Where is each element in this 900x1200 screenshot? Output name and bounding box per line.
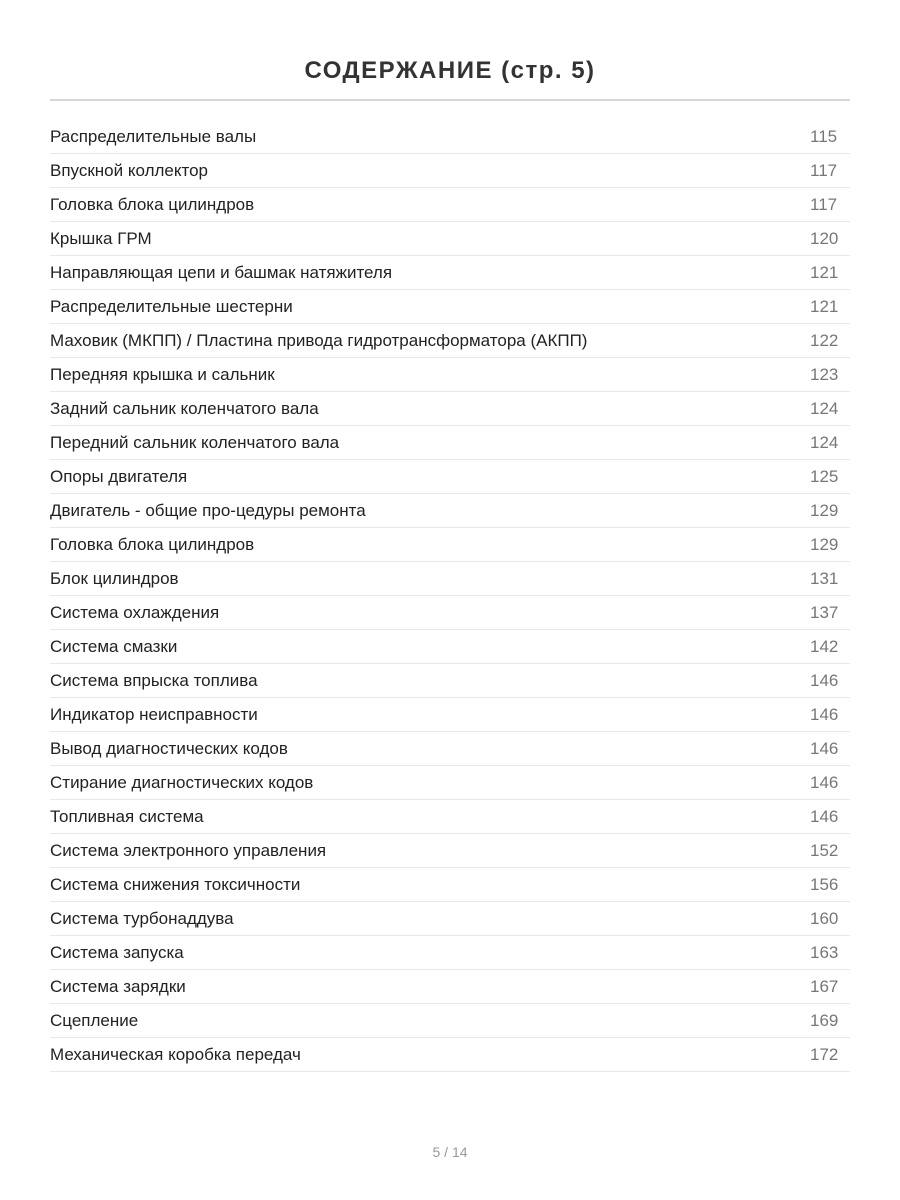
page-number: 5 / 14 <box>432 1144 468 1160</box>
toc-entry-title: Передняя крышка и сальник <box>50 365 275 384</box>
toc-entry[interactable] <box>50 868 850 902</box>
toc-entry-page-number: 137 <box>810 603 839 622</box>
toc-entry[interactable] <box>50 256 850 290</box>
toc-entry-title: Направляющая цепи и башмак натяжителя <box>50 263 393 282</box>
toc-entry-page-number: 120 <box>810 229 839 248</box>
toc-entry-page-number: 123 <box>810 365 839 384</box>
toc-entry[interactable] <box>50 222 850 256</box>
toc-entry-title: Система смазки <box>50 637 178 656</box>
toc-entry[interactable] <box>50 630 850 664</box>
toc-entry-title: Система турбонаддува <box>50 909 234 928</box>
toc-entry-title: Топливная система <box>50 807 204 826</box>
toc-entry-title: Двигатель - общие про-цедуры ремонта <box>50 501 366 520</box>
toc-entry-title: Система электронного управления <box>50 841 327 860</box>
toc-entry-title: Опоры двигателя <box>50 467 188 486</box>
toc-entry-page-number: 131 <box>810 569 839 588</box>
toc-entry[interactable] <box>50 596 850 630</box>
toc-entry[interactable] <box>50 290 850 324</box>
toc-entry[interactable] <box>50 460 850 494</box>
toc-entry-page-number: 146 <box>810 705 839 724</box>
toc-entry-title: Сцепление <box>50 1011 139 1030</box>
toc-entry-page-number: 125 <box>810 467 839 486</box>
toc-entry-page-number: 142 <box>810 637 839 656</box>
toc-entry[interactable] <box>50 664 850 698</box>
toc-entry-page-number: 122 <box>810 331 839 350</box>
toc-entry-page-number: 156 <box>810 875 839 894</box>
toc-entry-page-number: 172 <box>810 1045 839 1064</box>
toc-entry-page-number: 152 <box>810 841 839 860</box>
toc-entry[interactable] <box>50 1004 850 1038</box>
toc-entry[interactable] <box>50 426 850 460</box>
toc-entry-page-number: 169 <box>810 1011 839 1030</box>
toc-entry[interactable] <box>50 732 850 766</box>
toc-entry-title: Система снижения токсичности <box>50 875 301 894</box>
toc-entry-title: Головка блока цилиндров <box>50 195 255 214</box>
toc-entry-title: Передний сальник коленчатого вала <box>50 433 340 452</box>
toc-entry-page-number: 124 <box>810 433 839 452</box>
page-title: СОДЕРЖАНИЕ (стр. 5) <box>304 57 596 85</box>
toc-entry[interactable] <box>50 1038 850 1072</box>
toc-entry-title: Распределительные валы <box>50 127 257 146</box>
toc-entry[interactable] <box>50 562 850 596</box>
toc-entry-page-number: 146 <box>810 773 839 792</box>
toc-entry-page-number: 146 <box>810 807 839 826</box>
toc-entry-title: Впускной коллектор <box>50 161 208 180</box>
toc-entry[interactable] <box>50 766 850 800</box>
toc-entry-page-number: 129 <box>810 501 839 520</box>
toc-entry-page-number: 121 <box>810 297 839 316</box>
toc-entry[interactable] <box>50 358 850 392</box>
toc-entry-title: Система зарядки <box>50 977 186 996</box>
toc-entry-title: Индикатор неисправности <box>50 705 258 724</box>
toc-entry[interactable] <box>50 154 850 188</box>
toc-entry-title: Головка блока цилиндров <box>50 535 255 554</box>
toc-entry[interactable] <box>50 494 850 528</box>
toc-entry-page-number: 160 <box>810 909 839 928</box>
title-divider <box>50 99 850 101</box>
toc-entry[interactable] <box>50 392 850 426</box>
toc-entry-title: Вывод диагностических кодов <box>50 739 288 758</box>
toc-entry-page-number: 129 <box>810 535 839 554</box>
toc-entry-title: Блок цилиндров <box>50 569 179 588</box>
toc-entry[interactable] <box>50 528 850 562</box>
toc-entry-page-number: 163 <box>810 943 839 962</box>
toc-entry[interactable] <box>50 324 850 358</box>
toc-entry-title: Задний сальник коленчатого вала <box>50 399 319 418</box>
toc-entry-title: Система запуска <box>50 943 184 962</box>
toc-entry-page-number: 121 <box>810 263 839 282</box>
toc-entry[interactable] <box>50 800 850 834</box>
toc-entry-title: Крышка ГРМ <box>50 229 152 248</box>
toc-entry-title: Система охлаждения <box>50 603 220 622</box>
toc-entry-page-number: 117 <box>810 195 838 214</box>
toc-entry-page-number: 115 <box>810 127 838 146</box>
toc-entry[interactable] <box>50 834 850 868</box>
toc-entry-title: Механическая коробка передач <box>50 1045 301 1064</box>
toc-entry[interactable] <box>50 970 850 1004</box>
toc-entry-title: Распределительные шестерни <box>50 297 293 316</box>
toc-entry-page-number: 146 <box>810 739 839 758</box>
toc-entry-title: Маховик (МКПП) / Пластина привода гидротрансформатора (АКПП) <box>50 331 588 350</box>
toc-entry-title: Система впрыска топлива <box>50 671 258 690</box>
toc-entry[interactable] <box>50 698 850 732</box>
toc-entry-title: Стирание диагностических кодов <box>50 773 314 792</box>
toc-entry-page-number: 167 <box>810 977 839 996</box>
toc-entry[interactable] <box>50 936 850 970</box>
toc-entry-page-number: 124 <box>810 399 839 418</box>
toc-list <box>50 120 850 1072</box>
toc-entry-page-number: 146 <box>810 671 839 690</box>
toc-entry[interactable] <box>50 188 850 222</box>
toc-entry[interactable] <box>50 120 850 154</box>
toc-entry[interactable] <box>50 902 850 936</box>
toc-entry-page-number: 117 <box>810 161 838 180</box>
